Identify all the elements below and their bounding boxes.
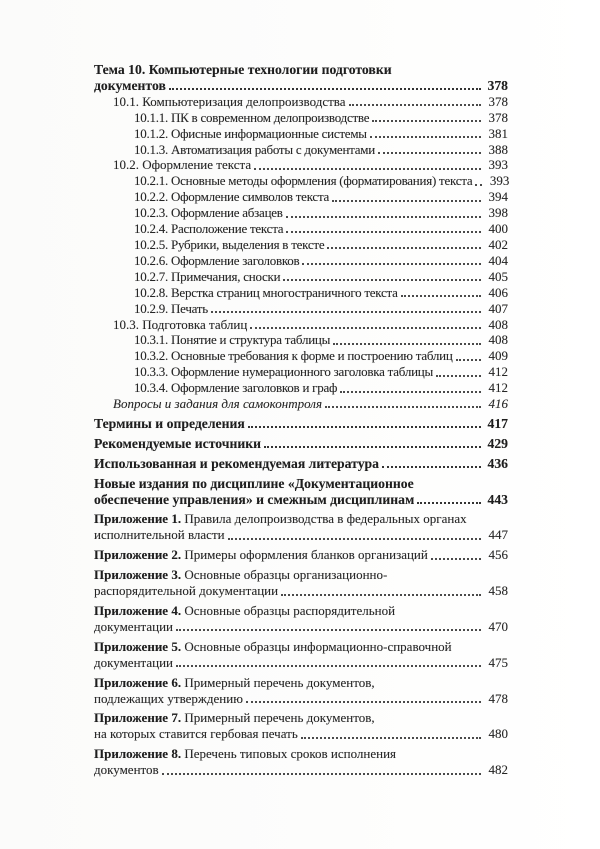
dot-leader [401, 295, 481, 297]
page-number: 406 [488, 284, 508, 300]
dot-leader [327, 247, 481, 249]
dot-leader [372, 120, 481, 122]
toc-entry-text: 10.2.1. Основные методы оформления (форматирования) текста [134, 173, 473, 189]
toc-entry [94, 253, 508, 269]
page-number: 416 [488, 396, 508, 412]
page-number: 408 [488, 316, 508, 332]
toc-entry-text: на которых ставится гербовая печать [94, 726, 298, 742]
page-number: 407 [488, 300, 508, 316]
toc-entry-lastline [94, 762, 508, 778]
toc-entry-lastline [134, 332, 508, 348]
toc-entry-lastline [134, 237, 508, 253]
page-number: 456 [488, 547, 508, 563]
dot-leader [302, 263, 481, 265]
page-number: 480 [488, 726, 508, 742]
dot-leader [169, 88, 481, 90]
toc-entry-text: исполнительной власти [94, 527, 225, 543]
toc-entry [94, 456, 508, 472]
toc-entry-line [94, 603, 508, 619]
toc-entry-lastline [113, 157, 508, 173]
toc-entry-text: документации [94, 654, 174, 670]
toc-entry [94, 746, 508, 778]
page-number: 405 [488, 268, 508, 284]
toc-entry [94, 436, 508, 452]
toc-entry-text: 10.3. Подготовка таблиц [113, 316, 248, 332]
dot-leader [378, 152, 481, 154]
toc-entry-lastline [134, 142, 508, 158]
toc-entry-text: Вопросы и задания для самоконтроля [113, 396, 322, 412]
toc-entry-text: 10.1.3. Автоматизация работы с документами [134, 141, 375, 157]
toc-entry [94, 396, 508, 412]
toc-entry-text: Основные образцы распорядительной [181, 603, 396, 618]
toc-entry [94, 157, 508, 173]
toc-entry [94, 348, 508, 364]
page-number: 417 [487, 415, 508, 431]
toc-entry [94, 675, 508, 707]
toc-entry [94, 603, 508, 635]
toc-entry [94, 94, 508, 110]
toc-entry-lastline [94, 691, 508, 707]
toc-entry-line: Тема 10. Компьютерные технологии подготовки [94, 62, 392, 77]
toc-entry-text: 10.3.3. Оформление нумерационного заголовка таблицы [134, 364, 433, 380]
toc-entry-lastline [134, 348, 508, 364]
toc-entry [94, 332, 508, 348]
toc-entry-prefix: Приложение 5. [94, 638, 182, 654]
toc-entry [94, 364, 508, 380]
page-number: 409 [488, 348, 508, 364]
dot-leader [333, 343, 481, 345]
toc-entry-line [94, 639, 508, 655]
page-number: 388 [488, 141, 508, 157]
toc-entry [94, 317, 508, 333]
page-number: 429 [487, 435, 508, 451]
page-number: 412 [488, 380, 508, 396]
toc-entry-text: Использованная и рекомендуемая литература [94, 455, 379, 471]
dot-leader [246, 701, 481, 703]
toc-entry [94, 416, 508, 432]
toc-entry-prefix: Приложение 1. [94, 511, 182, 527]
toc-entry [94, 110, 508, 126]
toc-entry-text: 10.1. Компьютеризация делопроизводства [113, 93, 346, 109]
page-number: 381 [488, 125, 508, 141]
page-number: 393 [489, 173, 510, 189]
toc-entry-lastline [134, 221, 508, 237]
page-number: 412 [488, 364, 508, 380]
dot-leader [417, 502, 481, 504]
toc-entry-lastline [94, 456, 508, 472]
toc-entry-text: 10.2.9. Печать [134, 300, 208, 316]
page-number: 470 [488, 618, 508, 634]
toc-entry [94, 269, 508, 285]
toc-entry-lastline [94, 547, 508, 563]
toc-entry [94, 142, 508, 158]
toc-entry-text: 10.2.3. Оформление абзацев [134, 205, 283, 221]
toc-entry-text: Правила делопроизводства в федеральных органах [181, 511, 467, 527]
toc-entry-lastline [134, 301, 508, 317]
toc-entry [94, 189, 508, 205]
toc-entry-text [94, 547, 428, 563]
page-number: 458 [488, 583, 508, 599]
page-number: 447 [488, 527, 508, 543]
toc-entry-text: документации [94, 618, 174, 634]
toc-entry-text: 10.1.1. ПК в современном делопроизводстве [134, 109, 370, 125]
toc-entry-text: 10.2.7. Примечания, сноски [134, 268, 281, 284]
toc-entry-text: Примеры оформления бланков организаций [181, 547, 428, 563]
dot-leader [340, 391, 481, 393]
page-number: 443 [487, 491, 508, 507]
toc-entry-text: документов [94, 77, 166, 93]
dot-leader [456, 359, 481, 361]
toc-entry-text: 10.2. Оформление текста [113, 157, 252, 173]
dot-leader [286, 216, 481, 218]
toc-entry [94, 511, 508, 543]
toc-entry-text: 10.2.8. Верстка страниц многостраничного текста [134, 284, 398, 300]
toc-entry-text: Основные образцы организационно- [181, 567, 388, 583]
page-number: 404 [488, 252, 508, 268]
toc-entry-line: Новые издания по дисциплине «Документационное [94, 475, 414, 491]
toc-entry-text: 10.2.2. Оформление символов текста [134, 189, 330, 205]
toc-entry-line [94, 710, 508, 726]
dot-leader [250, 327, 481, 329]
dot-leader [382, 466, 481, 468]
toc-entry-lastline [94, 78, 508, 94]
toc-entry [94, 237, 508, 253]
toc-entry-lastline [134, 285, 508, 301]
toc-entry-lastline [113, 94, 508, 110]
page-number: 394 [488, 189, 508, 205]
toc-entry-text: 10.3.1. Понятие и структура таблицы [134, 332, 331, 348]
toc-entry [94, 639, 508, 671]
dot-leader [162, 773, 481, 775]
toc-entry-lastline [134, 253, 508, 269]
toc-entry-lastline [94, 726, 508, 742]
toc-entry-text: 10.2.4. Расположение текста [134, 221, 284, 237]
toc-entry-text: 10.1.2. Офисные информационные системы [134, 125, 367, 141]
page-number: 475 [488, 654, 508, 670]
page-number: 478 [488, 690, 508, 706]
toc-entry [94, 173, 508, 189]
toc-entry-lastline [94, 416, 508, 432]
toc-entry-lastline [134, 364, 508, 380]
toc-entry-text: документов [94, 762, 159, 778]
page-number: 408 [488, 332, 508, 348]
toc-entry-line [94, 511, 508, 527]
dot-leader [436, 375, 481, 377]
dot-leader [176, 665, 481, 667]
toc-entry [94, 567, 508, 599]
toc-entry-prefix: Приложение 2. [94, 547, 182, 563]
dot-leader [248, 426, 481, 428]
toc-entry [94, 285, 508, 301]
toc-entry-line [94, 746, 508, 762]
page-number: 436 [487, 455, 508, 471]
dot-leader [283, 279, 481, 281]
toc-entry-text: 10.3.2. Основные требования к форме и построению таблиц [134, 348, 453, 364]
page-number: 400 [488, 221, 508, 237]
toc-entry-text: Рекомендуемые источники [94, 435, 262, 451]
toc-entry-lastline [134, 205, 508, 221]
page-number: 398 [488, 205, 508, 221]
toc-entry-lastline [134, 269, 508, 285]
toc-entry-lastline [94, 436, 508, 452]
toc-entry-text: Термины и определения [94, 415, 245, 431]
toc-entry-lastline [134, 110, 508, 126]
page-number: 378 [487, 77, 508, 93]
toc-entry-lastline [94, 655, 508, 671]
dot-leader [286, 231, 481, 233]
dot-leader [264, 446, 481, 448]
toc-entry-text: 10.2.6. Оформление заголовков [134, 252, 300, 268]
page-number: 402 [488, 236, 508, 252]
toc-entry-lastline [94, 492, 508, 508]
toc-entry-lastline [94, 583, 508, 599]
dot-leader [370, 136, 481, 138]
dot-leader [349, 104, 481, 106]
toc-entry-line [94, 675, 508, 691]
dot-leader [332, 200, 481, 202]
toc-entry-lastline [134, 126, 508, 142]
toc-entry-text: Перечень типовых сроков исполнения [181, 746, 397, 762]
dot-leader [301, 737, 481, 739]
toc-entry [94, 710, 508, 742]
toc-entry [94, 62, 508, 94]
dot-leader [211, 311, 481, 313]
toc-entry [94, 126, 508, 142]
toc-entry [94, 301, 508, 317]
toc-entry [94, 221, 508, 237]
toc-entry-text: 10.3.4. Оформление заголовков и граф [134, 380, 338, 396]
toc-entry-prefix: Приложение 7. [94, 710, 182, 726]
dot-leader [254, 168, 481, 170]
toc-entry-prefix: Приложение 6. [94, 674, 182, 690]
dot-leader [325, 406, 481, 408]
dot-leader [176, 629, 481, 631]
toc-entry-text: Примерный перечень документов, [181, 674, 375, 690]
toc-entry-lastline [134, 380, 508, 396]
toc-entry-prefix: Приложение 4. [94, 603, 182, 618]
toc-entry-text: 10.2.5. Рубрики, выделения в тексте [134, 236, 325, 252]
toc-entry-text: распорядительной документации [94, 583, 279, 599]
page-number: 482 [488, 762, 508, 778]
toc-entry-text: подлежащих утверждению [94, 690, 243, 706]
table-of-contents [94, 62, 508, 778]
toc-entry [94, 547, 508, 563]
dot-leader [228, 538, 481, 540]
toc-entry [94, 205, 508, 221]
dot-leader [475, 184, 482, 186]
page-number: 393 [488, 157, 508, 173]
dot-leader [431, 558, 481, 560]
toc-entry-lastline [113, 396, 508, 412]
toc-entry-text: Основные образцы информационно-справочной [181, 638, 452, 654]
toc-entry-line [94, 567, 508, 583]
toc-entry-lastline [113, 317, 508, 333]
toc-entry-text: обеспечение управления» и смежным дисциплинам [94, 491, 415, 507]
toc-entry-text: Примерный перечень документов, [181, 710, 375, 726]
toc-entry-lastline [94, 619, 508, 635]
toc-entry [94, 380, 508, 396]
toc-entry-prefix: Приложение 8. [94, 746, 182, 762]
toc-entry-lastline [94, 527, 508, 543]
toc-entry-prefix: Приложение 3. [94, 567, 182, 583]
dot-leader [281, 594, 481, 596]
toc-entry [94, 476, 508, 508]
toc-entry-lastline [134, 173, 508, 189]
toc-entry-lastline [134, 189, 508, 205]
page-number: 378 [488, 109, 508, 125]
page-number: 378 [488, 93, 508, 109]
